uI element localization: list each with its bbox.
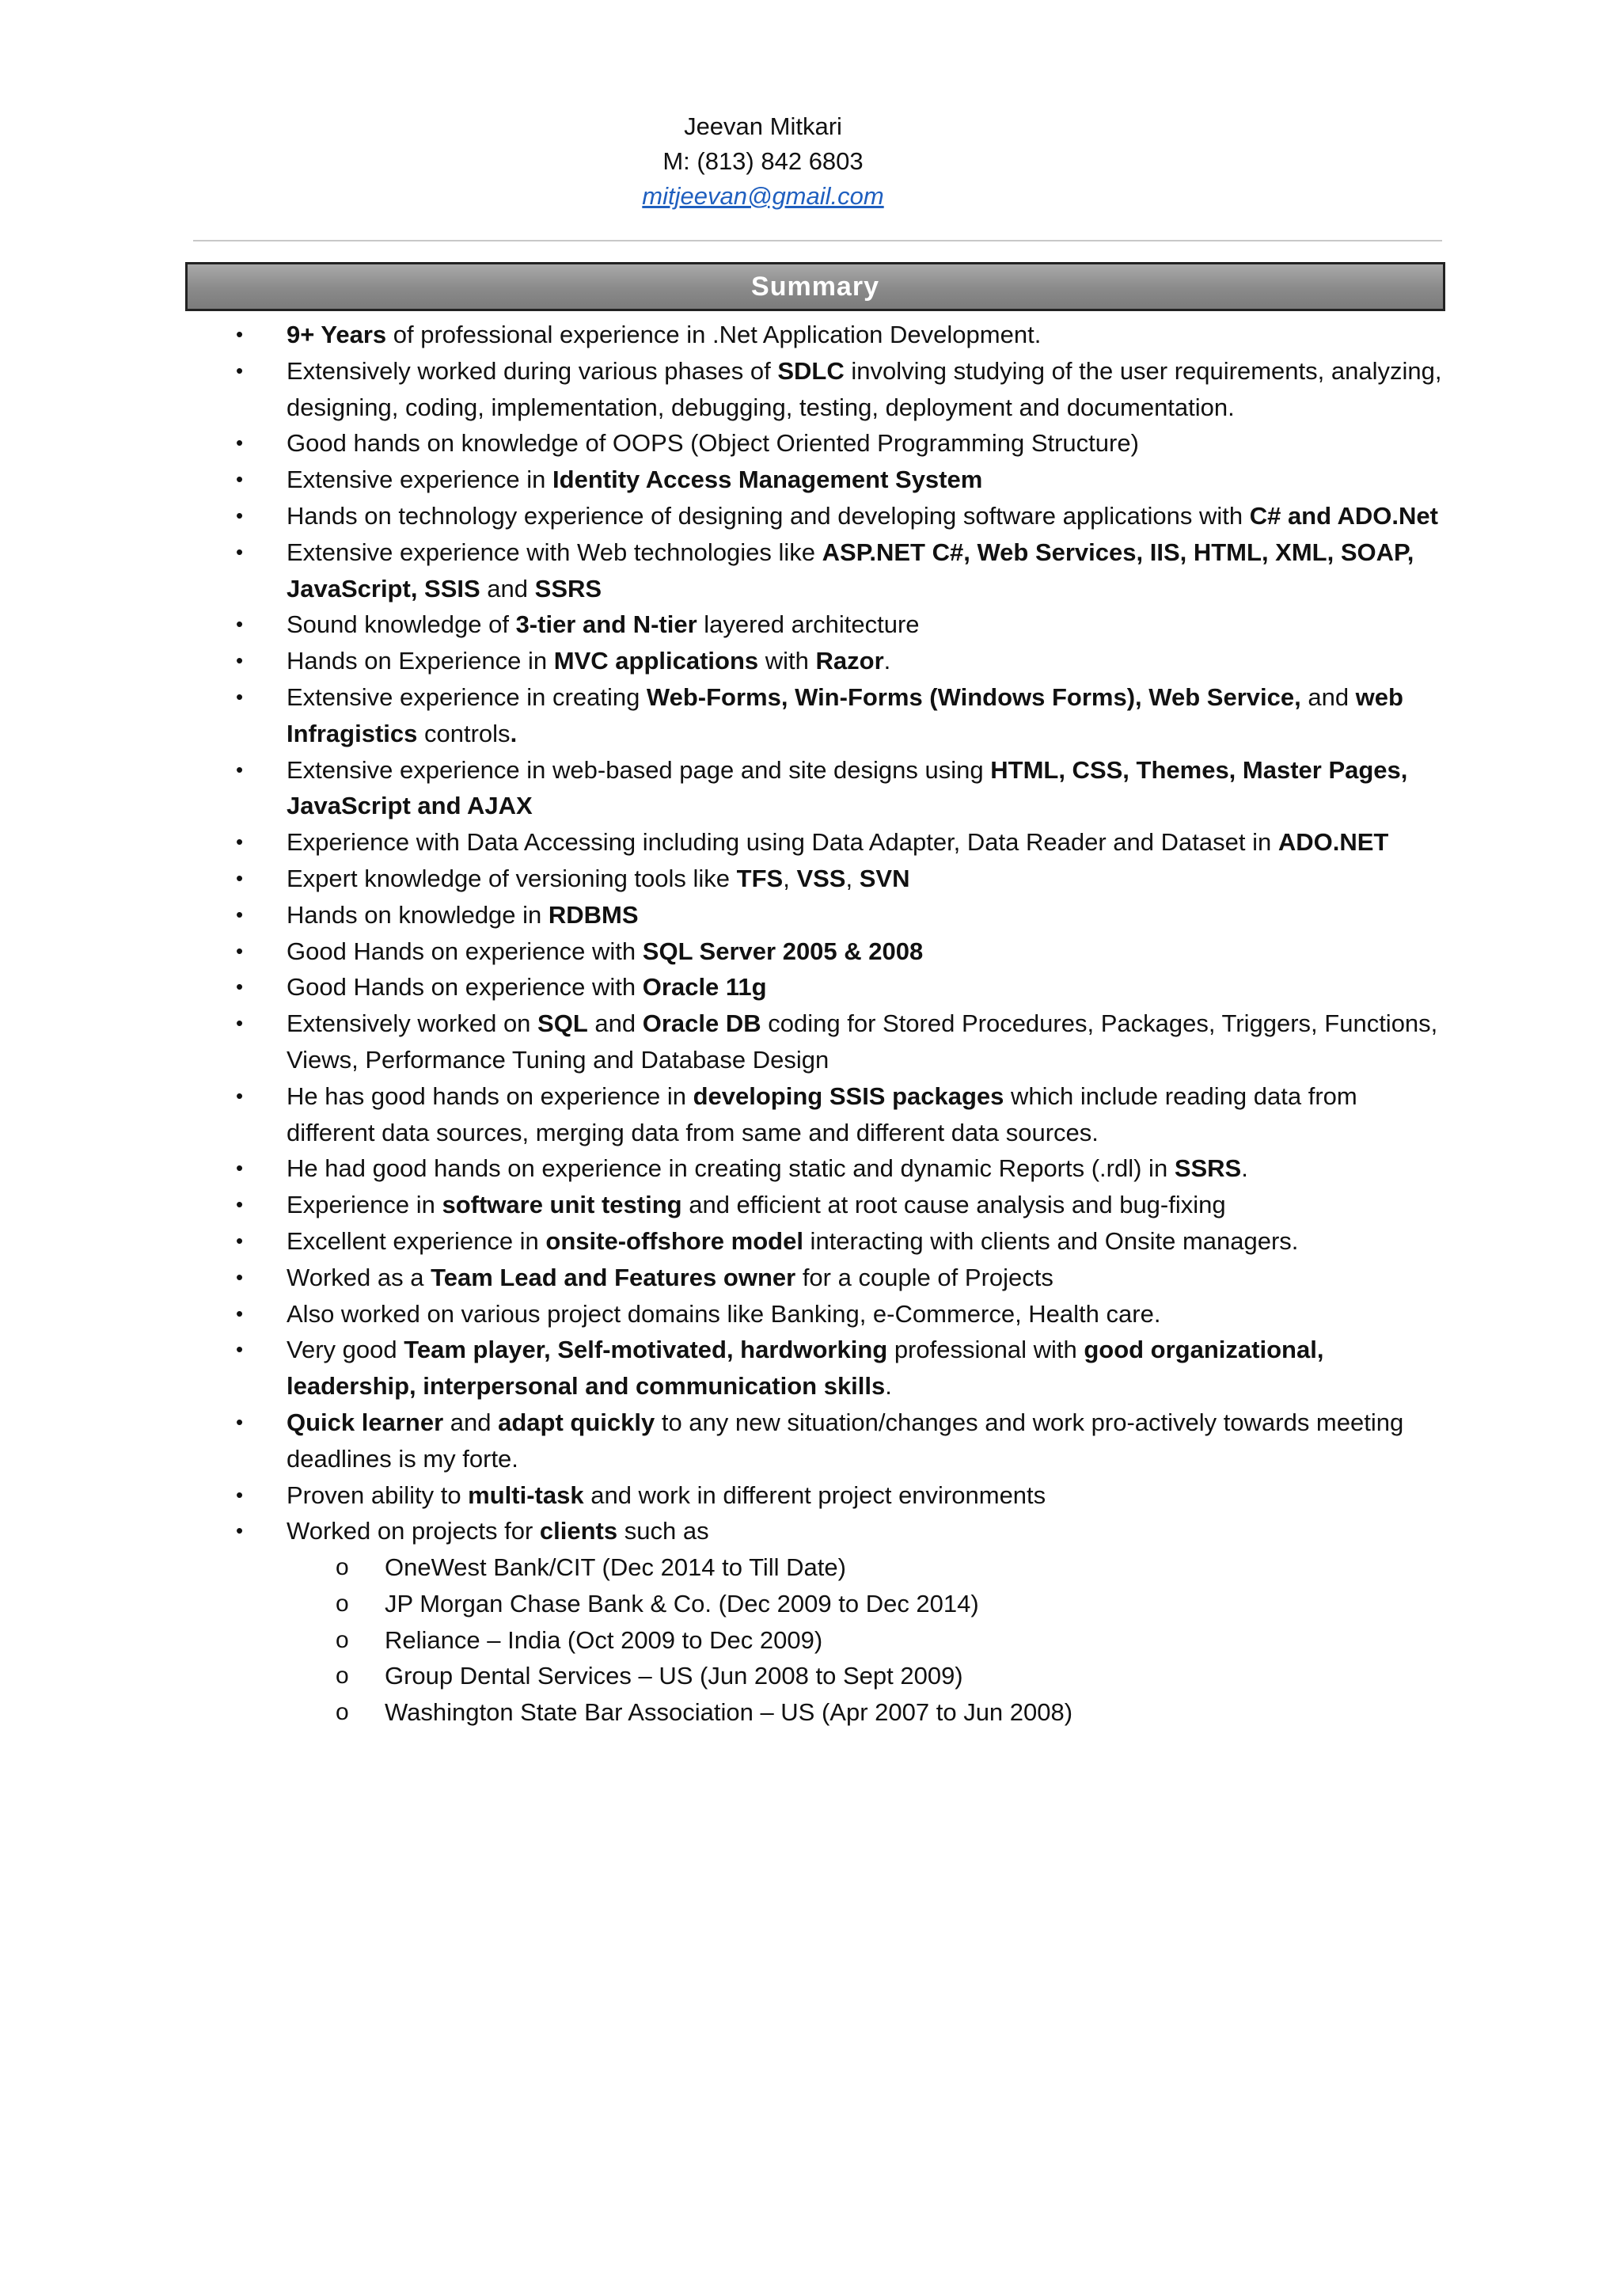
bullet-marker: • [236, 322, 244, 346]
client-item [287, 1622, 1447, 1659]
bullet-text-segment: RDBMS [548, 900, 639, 929]
sub-bullet-marker: o [336, 1554, 349, 1581]
bullet-text-segment: VSS [796, 864, 846, 892]
client-item [287, 1658, 1447, 1694]
bullet-text-segment: and [480, 574, 535, 603]
bullet-marker: • [236, 1011, 244, 1036]
summary-bullet [236, 861, 1447, 897]
bullet-marker: • [236, 539, 244, 564]
summary-bullet [236, 1260, 1447, 1296]
sub-bullet-marker: o [336, 1699, 349, 1726]
bullet-text-segment: Identity Access Management System [552, 466, 983, 494]
bullet-text-segment: Extensive experience in web-based page and site designs using [287, 755, 991, 784]
bullet-text-segment: Experience in [287, 1191, 442, 1219]
candidate-name: Jeevan Mitkari [684, 112, 842, 140]
bullet-marker: • [236, 1192, 244, 1217]
bullet-marker: • [236, 1083, 244, 1108]
bullet-text-segment: and [1300, 682, 1356, 711]
bullet-text-segment: Oracle 11g [642, 973, 767, 1002]
bullet-marker: • [236, 902, 244, 926]
bullet-marker: • [236, 830, 244, 854]
summary-bullet [236, 1405, 1447, 1477]
bullet-text-segment: Expert knowledge of versioning tools like [287, 864, 737, 892]
bullet-text-segment: SVN [859, 864, 910, 892]
bullet-text-segment: He had good hands on experience in creating static and dynamic Reports (.rdl) in [287, 1154, 1175, 1183]
bullet-text-segment: Proven ability to [287, 1481, 469, 1509]
bullet-text-segment: Hands on technology experience of designing and developing software applications with [287, 501, 1250, 530]
bullet-text-segment: Razor [815, 647, 884, 675]
bullet-marker: • [236, 648, 244, 673]
client-text: Reliance – India (Oct 2009 to Dec 2009) [385, 1625, 823, 1654]
summary-bullet [236, 353, 1447, 426]
bullet-text-segment: and [587, 1009, 643, 1038]
bullet-text-segment: Extensively worked on [287, 1009, 538, 1038]
summary-bullet [236, 1078, 1447, 1151]
bullet-text-segment: Extensively worked during various phases of [287, 356, 778, 385]
bullet-text-segment: Team player, Self-motivated, hardworking [404, 1336, 888, 1364]
bullet-text-segment: Web-Forms, Win-Forms (Windows Forms), Web Service, [646, 682, 1301, 711]
bullet-text-segment: developing SSIS packages [693, 1081, 1004, 1110]
client-item [287, 1549, 1447, 1586]
bullet-text-segment: good organizational, leadership, interpersonal and communication skills [287, 1336, 1324, 1401]
sub-bullet-marker: o [336, 1590, 349, 1617]
summary-bullet [236, 425, 1447, 462]
bullet-text-segment: . [510, 719, 518, 747]
bullet-text-segment: Sound knowledge of [287, 610, 516, 639]
bullet-text-segment: and efficient at root cause analysis and bug-fixing [681, 1191, 1226, 1219]
bullet-marker: • [236, 503, 244, 527]
bullet-text-segment: Good Hands on experience with [287, 937, 643, 965]
bullet-text-segment: Extensive experience with Web technologies like [287, 538, 822, 566]
summary-bullet [236, 1296, 1447, 1332]
client-text: Washington State Bar Association – US (Apr 2007 to Jun 2008) [385, 1698, 1073, 1727]
bullet-text-segment: Experience with Data Accessing including using Data Adapter, Data Reader and Dataset in [287, 828, 1278, 857]
bullet-text-segment: for a couple of Projects [795, 1263, 1053, 1291]
bullet-text-segment: software unit testing [442, 1191, 682, 1219]
client-item [287, 1694, 1447, 1731]
summary-bullet [236, 1513, 1447, 1731]
bullet-text-segment: . [883, 647, 891, 675]
bullet-marker: • [236, 431, 244, 455]
bullet-text-segment: Good Hands on experience with [287, 973, 643, 1002]
bullet-text-segment: , [783, 864, 797, 892]
bullet-marker: • [236, 938, 244, 963]
summary-bullet [236, 643, 1447, 679]
sub-bullet-marker: o [336, 1663, 349, 1690]
email-link[interactable]: mitjeevan@gmail.com [642, 182, 884, 210]
bullet-marker: • [236, 1156, 244, 1180]
section-heading-summary: Summary [185, 262, 1445, 311]
summary-bullet [236, 933, 1447, 970]
bullet-text-segment: Also worked on various project domains like Banking, e-Commerce, Health care. [287, 1299, 1161, 1328]
bullet-text-segment: clients [539, 1517, 618, 1545]
bullet-text-segment: layered architecture [697, 610, 920, 639]
bullet-text-segment: Worked on projects for [287, 1517, 540, 1545]
bullet-marker: • [236, 467, 244, 492]
summary-bullet [236, 1005, 1447, 1078]
bullet-text-segment: , [845, 864, 860, 892]
bullet-text-segment: TFS [736, 864, 784, 892]
bullet-text-segment: He has good hands on experience in [287, 1081, 693, 1110]
bullet-marker: • [236, 612, 244, 637]
bullet-text-segment: Excellent experience in [287, 1226, 546, 1255]
bullet-text-segment: multi-task [468, 1481, 584, 1509]
bullet-text-segment: ADO.NET [1277, 828, 1389, 857]
client-item [287, 1586, 1447, 1622]
bullet-text-segment: SDLC [777, 356, 845, 385]
bullet-text-segment: Extensive experience in creating [287, 682, 647, 711]
bullet-marker: • [236, 975, 244, 999]
bullet-text-segment: Oracle DB [642, 1009, 761, 1038]
bullet-text-segment: Hands on knowledge in [287, 900, 549, 929]
summary-bullet [236, 969, 1447, 1005]
summary-bullet [236, 1187, 1447, 1223]
summary-bullet [236, 1223, 1447, 1260]
sub-bullet-marker: o [336, 1626, 349, 1653]
bullet-text-segment: ASP.NET C#, Web Services, IIS, HTML, XML, SOAP, JavaScript, SSIS [287, 538, 1414, 603]
client-list [287, 1549, 1447, 1731]
bullet-text-segment: and work in different project environments [583, 1481, 1046, 1509]
summary-bullet [236, 1477, 1447, 1514]
bullet-marker: • [236, 358, 244, 382]
bullet-text-segment: Team Lead and Features owner [431, 1263, 796, 1291]
bullet-text-segment: SQL [537, 1009, 588, 1038]
bullet-text-segment: . [1241, 1154, 1248, 1183]
bullet-text-segment: such as [617, 1517, 709, 1545]
bullet-text-segment: Very good [287, 1336, 404, 1364]
summary-bullet [236, 462, 1447, 498]
phone-number: M: (813) 842 6803 [662, 147, 864, 175]
bullet-text-segment: coding for Stored Procedures, Packages, Triggers, Functions, Views, Performance Tuning and Database Design [287, 1009, 1438, 1074]
bullet-text-segment: MVC applications [553, 647, 759, 675]
bullet-marker: • [236, 757, 244, 781]
summary-bullet [236, 1150, 1447, 1187]
bullet-marker: • [236, 1301, 244, 1325]
bullet-marker: • [236, 1482, 244, 1507]
bullet-text-segment: Extensive experience in [287, 466, 553, 494]
bullet-marker: • [236, 1337, 244, 1362]
bullet-text-segment: controls [417, 719, 511, 747]
bullet-text-segment: interacting with clients and Onsite managers. [803, 1226, 1299, 1255]
bullet-text-segment: to any new situation/changes and work pro-actively towards meeting deadlines is my forte. [287, 1408, 1404, 1473]
bullet-marker: • [236, 1264, 244, 1289]
client-text: JP Morgan Chase Bank & Co. (Dec 2009 to Dec 2014) [385, 1589, 979, 1617]
client-text: OneWest Bank/CIT (Dec 2014 to Till Date) [385, 1553, 846, 1582]
bullet-text-segment: with [758, 647, 816, 675]
summary-bullet [236, 498, 1447, 534]
summary-bullet [236, 317, 1447, 353]
bullet-text-segment: 3-tier and N-tier [515, 610, 697, 639]
bullet-text-segment: which include reading data from different data sources, merging data from same and different data sources. [287, 1081, 1357, 1146]
summary-bullet [236, 679, 1447, 752]
bullet-text-segment: SSRS [1174, 1154, 1242, 1183]
bullet-text-segment: HTML, CSS, Themes, Master Pages, JavaScript and AJAX [287, 755, 1408, 820]
bullet-text-segment: involving studying of the user requirements, analyzing, designing, coding, implementation, debugging, testing, deployment and documentation. [287, 356, 1442, 421]
bullet-text-segment: adapt quickly [498, 1408, 655, 1436]
bullet-text-segment: SQL Server 2005 & 2008 [642, 937, 924, 965]
bullet-text-segment: professional with [887, 1336, 1084, 1364]
summary-bullet [236, 897, 1447, 933]
bullet-marker: • [236, 1409, 244, 1434]
bullet-text-segment: onsite-offshore model [545, 1226, 803, 1255]
bullet-text-segment: SSRS [534, 574, 602, 603]
summary-bullet [236, 606, 1447, 643]
bullet-marker: • [236, 865, 244, 890]
bullet-marker: • [236, 1519, 244, 1543]
summary-bullet [236, 534, 1447, 607]
bullet-text-segment: Good hands on knowledge of OOPS (Object Oriented Programming Structure) [287, 429, 1139, 458]
bullet-text-segment: and [443, 1408, 499, 1436]
bullet-text-segment: . [885, 1372, 892, 1401]
bullet-text-segment: Hands on Experience in [287, 647, 554, 675]
bullet-marker: • [236, 1228, 244, 1253]
bullet-text-segment: web Infragistics [287, 682, 1403, 747]
summary-list [236, 317, 1447, 1731]
header-divider [193, 240, 1442, 241]
contact-header [0, 109, 1526, 214]
summary-bullet [236, 752, 1447, 825]
summary-bullet [236, 824, 1447, 861]
bullet-text-segment: Worked as a [287, 1263, 431, 1291]
bullet-text-segment: C# and ADO.Net [1249, 501, 1438, 530]
bullet-text-segment: 9+ Years [287, 321, 387, 348]
bullet-text-segment: Quick learner [287, 1408, 444, 1436]
summary-bullet [236, 1332, 1447, 1405]
bullet-marker: • [236, 684, 244, 709]
client-text: Group Dental Services – US (Jun 2008 to Sept 2009) [385, 1662, 963, 1690]
bullet-text-segment: of professional experience in .Net Application Development. [386, 321, 1042, 348]
